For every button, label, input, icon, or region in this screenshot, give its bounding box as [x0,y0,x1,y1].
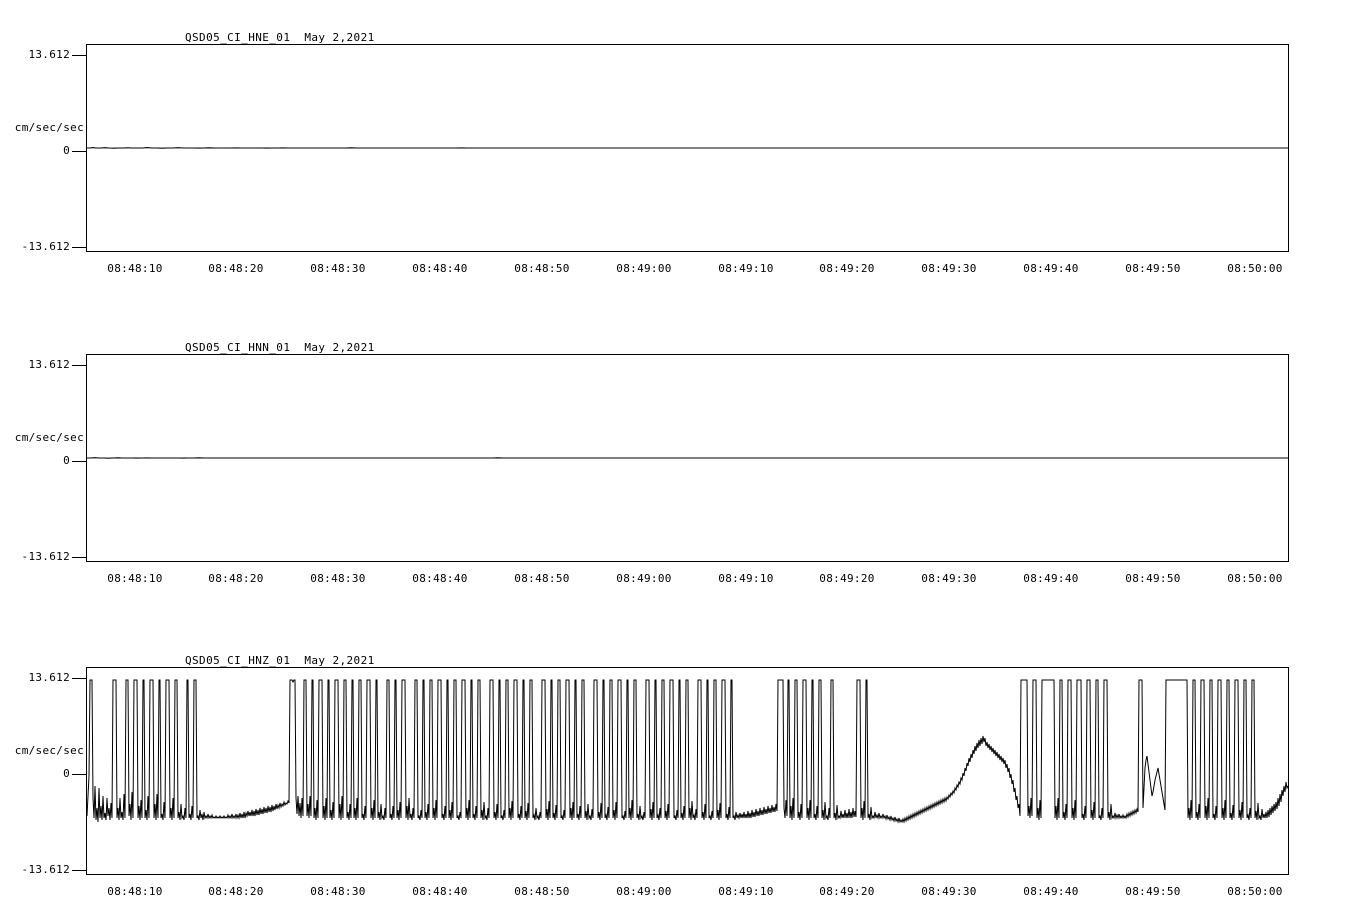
y-tick-mark-bottom-hne [72,247,86,248]
y-axis-label-hne: cm/sec/sec [14,121,84,134]
trace-hnz [87,668,1288,874]
x-tick-hnn-5: 08:49:00 [616,572,672,585]
y-tick-mark-top-hnn [72,365,86,366]
x-tick-hne-8: 08:49:30 [921,262,977,275]
x-tick-hne-5: 08:49:00 [616,262,672,275]
panel-title-hne: QSD05_CI_HNE_01 May 2,2021 [185,31,375,44]
x-tick-hnn-9: 08:49:40 [1023,572,1079,585]
trace-hne [87,45,1288,251]
x-tick-hnz-11: 08:50:00 [1227,885,1283,898]
y-axis-label-hnz: cm/sec/sec [14,744,84,757]
x-tick-hne-10: 08:49:50 [1125,262,1181,275]
x-tick-hne-2: 08:48:30 [310,262,366,275]
x-tick-hne-7: 08:49:20 [819,262,875,275]
y-axis-label-hnn: cm/sec/sec [14,431,84,444]
y-tick-top-hnn: 13.612 [28,358,70,371]
x-tick-hne-6: 08:49:10 [718,262,774,275]
x-tick-hnz-1: 08:48:20 [208,885,264,898]
x-tick-hnz-7: 08:49:20 [819,885,875,898]
x-tick-hne-4: 08:48:50 [514,262,570,275]
y-tick-top-hne: 13.612 [28,48,70,61]
y-tick-mark-bottom-hnz [72,870,86,871]
x-tick-hnn-6: 08:49:10 [718,572,774,585]
panel-title-hnz: QSD05_CI_HNZ_01 May 2,2021 [185,654,375,667]
y-tick-mark-top-hnz [72,678,86,679]
x-tick-hnz-9: 08:49:40 [1023,885,1079,898]
y-tick-zero-hnn: 0 [63,454,70,467]
x-tick-hnz-10: 08:49:50 [1125,885,1181,898]
chart-panel-hnn [0,307,1358,607]
x-tick-hnn-8: 08:49:30 [921,572,977,585]
y-tick-top-hnz: 13.612 [28,671,70,684]
chart-panel-hnz [0,613,1358,924]
x-tick-hnz-5: 08:49:00 [616,885,672,898]
plot-area-hnn[interactable] [86,354,1289,562]
x-tick-hnn-7: 08:49:20 [819,572,875,585]
y-tick-mark-zero-hnz [72,774,86,775]
x-tick-hnn-0: 08:48:10 [107,572,163,585]
y-tick-bottom-hnn: -13.612 [21,550,70,563]
x-tick-hnn-10: 08:49:50 [1125,572,1181,585]
y-tick-bottom-hne: -13.612 [21,240,70,253]
chart-panel-hne [0,0,1358,300]
x-tick-hne-1: 08:48:20 [208,262,264,275]
x-tick-hne-9: 08:49:40 [1023,262,1079,275]
x-tick-hne-11: 08:50:00 [1227,262,1283,275]
x-tick-hnz-8: 08:49:30 [921,885,977,898]
x-tick-hne-0: 08:48:10 [107,262,163,275]
x-tick-hnn-11: 08:50:00 [1227,572,1283,585]
x-tick-hnn-2: 08:48:30 [310,572,366,585]
plot-area-hne[interactable] [86,44,1289,252]
x-tick-hnn-4: 08:48:50 [514,572,570,585]
x-tick-hnn-3: 08:48:40 [412,572,468,585]
trace-hnn [87,355,1288,561]
x-tick-hnn-1: 08:48:20 [208,572,264,585]
x-tick-hnz-0: 08:48:10 [107,885,163,898]
x-tick-hnz-2: 08:48:30 [310,885,366,898]
y-tick-mark-top-hne [72,55,86,56]
plot-area-hnz[interactable] [86,667,1289,875]
x-tick-hnz-4: 08:48:50 [514,885,570,898]
panel-title-hnn: QSD05_CI_HNN_01 May 2,2021 [185,341,375,354]
y-tick-zero-hnz: 0 [63,767,70,780]
x-tick-hne-3: 08:48:40 [412,262,468,275]
y-tick-mark-zero-hne [72,151,86,152]
x-tick-hnz-6: 08:49:10 [718,885,774,898]
y-tick-mark-zero-hnn [72,461,86,462]
y-tick-zero-hne: 0 [63,144,70,157]
y-tick-bottom-hnz: -13.612 [21,863,70,876]
x-tick-hnz-3: 08:48:40 [412,885,468,898]
y-tick-mark-bottom-hnn [72,557,86,558]
